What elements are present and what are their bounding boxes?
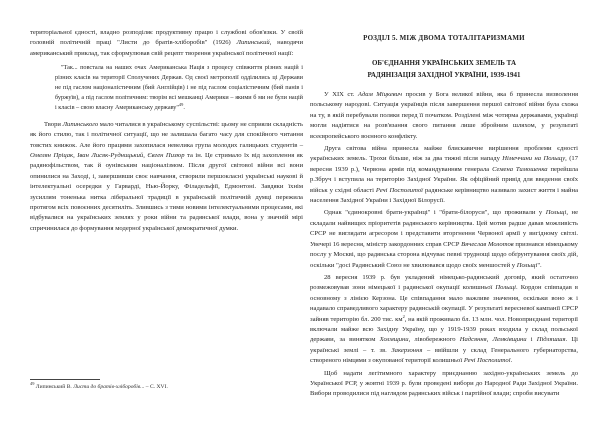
page-right (310, 30, 578, 402)
section-heading-line-1: ОБ'ЄДНАННЯ УКРАЇНСЬКИХ ЗЕМЕЛЬ ТА (371, 59, 517, 67)
paragraph-red-army-entry: Друга світова війна принесла майже блискавичне вирішення проблеми єдності українських земель. Трохи більше, ніж за два тижні після нападу Німеччини на Польщу, (17 вересня 1939 р.), Червона армія під командуванням генерала Семена Тимошенка перейшла р.Збруч і вступила на територію Західної України. Як офіційний привід для введення своїх військ у східні області Речі Посполитої радянське керівництво називало захист життя і майна населення Західної України і Західної Білорусії. (310, 145, 579, 205)
paragraph-lypynsky-legacy: Твори Липинського мало читалися в українському суспільстві: цьому не сприяли складність як його стилю, так і політичної ситуації, що не залишала багато часу для спокійного читання товстих книжок. Але його працями захопилася невелика група молодих галицьких студентів – Омелян Пріцак, Іван Лисяк-Рудницький, Євген Пизюр та ін. Це стримало їх від захоплення як радянофільством, так й оунівським націоналізмом. Після другої світової війни всі вони опинилися на Заході, і, завершивши своє навчання, створили першокласні українські наукові й інтелектуальні осередки у Гарварді, Нью-Йорку, Філадельфії, Едмонтоні. Завдяки їхнім зусиллям тоненька нитка ліберальної традиції в українській політичній думці пережила протягом всіх повоєнних десятиліть. Злившись з тими новими інтелектуальними процесами, які відбувалися на українських землях у роки війни та радянської влади, вона у значній мірі спричинилася до формування модерної української демократичної думки. (30, 120, 304, 232)
footnote-divider (30, 379, 100, 380)
chapter-heading: РОЗДІЛ 5. МІЖ ДВОМА ТОТАЛІТАРИЗМАМИ (363, 34, 525, 42)
paragraph-soviet-pretext: Однак "єдинокровні брати-українці" і "брати-білоруси", що проживали у Польщі, не складали найвищих пріоритетів радянського керівництва. Цей мотив радше давав можливість СРСР не виглядати агресором і представити вторгнення Червоної армії у вигідному світлі. Увечері 16 вересня, міністр закордонних справ СРСР Вячеслав Молотов признався німецькому послу у Москві, що радянська сторона відчуває певні труднощі щодо обґрунтування своїх дій, оскільки "досі Радянський Союз не хвилювався щодо своїх меншостей у Польщі". (310, 209, 578, 269)
footnote-area (30, 379, 303, 391)
paragraph-elections-1939: Щоб надати легітимного характеру приєднанню західно-українських земель до Української РСР, у жовтні 1939 р. були проведені вибори до Народної Ради Західної України. Вибори проводилися під наглядом радянських військ і партійної влади; спроби висувати (310, 369, 578, 398)
paragraph-mickiewicz-war: У XIX ст. Адам Міцкевич просив у Бога великої війни, яка б принесла визволення польському народові. Ситуація українців після завершення першої світової війни була схожа на ту, в якій перебували поляки перед її початком. Розділені між чотирма державами, українці могли надіятися на розв'язання свого питання лише збройним шляхом, у результаті всеєвропейського воєнного конфлікту. (310, 91, 579, 140)
page-left (30, 28, 303, 236)
paragraph-lypynsky-recipe: територіальної єдності, владно розподіляє продуктивну працю і службові обов'язки. У своїй головній політичній праці "Листи до братів-хліборобів" (1926) Липинський, наводячи американський приклад, так сформулював свій рецепт творення української політичної нації: (30, 29, 303, 57)
section-heading (310, 58, 578, 81)
footnote-49: $^{49}$ Липинський В. Листи до братів-хліборобів... – С. XVI. (30, 381, 168, 390)
paragraph-german-soviet-treaty: 28 вересня 1939 р. був укладений німецько-радянський договір, який остаточно розмежовував зони німецької і радянської окупації колишньої Польщі. Кордон співпадав в основному з лінією Керзона. Це співпадання мало важливе значення, оскільки воно ж і надавало справедливого характеру радянській окупації. У результаті вересневої кампанії СРСР зайняв територію бл. 200 тис. $км^2$, на якій проживало бл. 13 млн. чол. Новоприєднані території включали майже всю Західну Україну, що у 1919-1939 роках входила у склад польської держави, за винятком Холмщини, лівобережного Надсяння, Лемківщини і Підляшшя. Ці українські землі – т. зв. Закерзоння – ввійшли у склад Генерального губернаторства, створеного німцями з окупованої території колишньої Речі Посполитої. (310, 273, 579, 365)
section-heading-line-2: РАДЯНІЗАЦІЯ ЗАХІДНОЇ УКРАЇНИ, 1939-1941 (367, 70, 521, 79)
block-quote-lypynsky: "Так... повстала на наших очах Американська Нація з процесу співжиття різних націй і різних класів на території Сполучених Держав. Од своєї метрополії одділились ці Держави не під гаслом націоналістичним (бий Англійців) і не під гаслом соціалістичним (бий панів і буржуїв), а під гаслом політичним: творім всі мешканці Америки – якими б ми не були націй і класів – свою власну Американську державу"$^{49}$. (55, 64, 303, 111)
